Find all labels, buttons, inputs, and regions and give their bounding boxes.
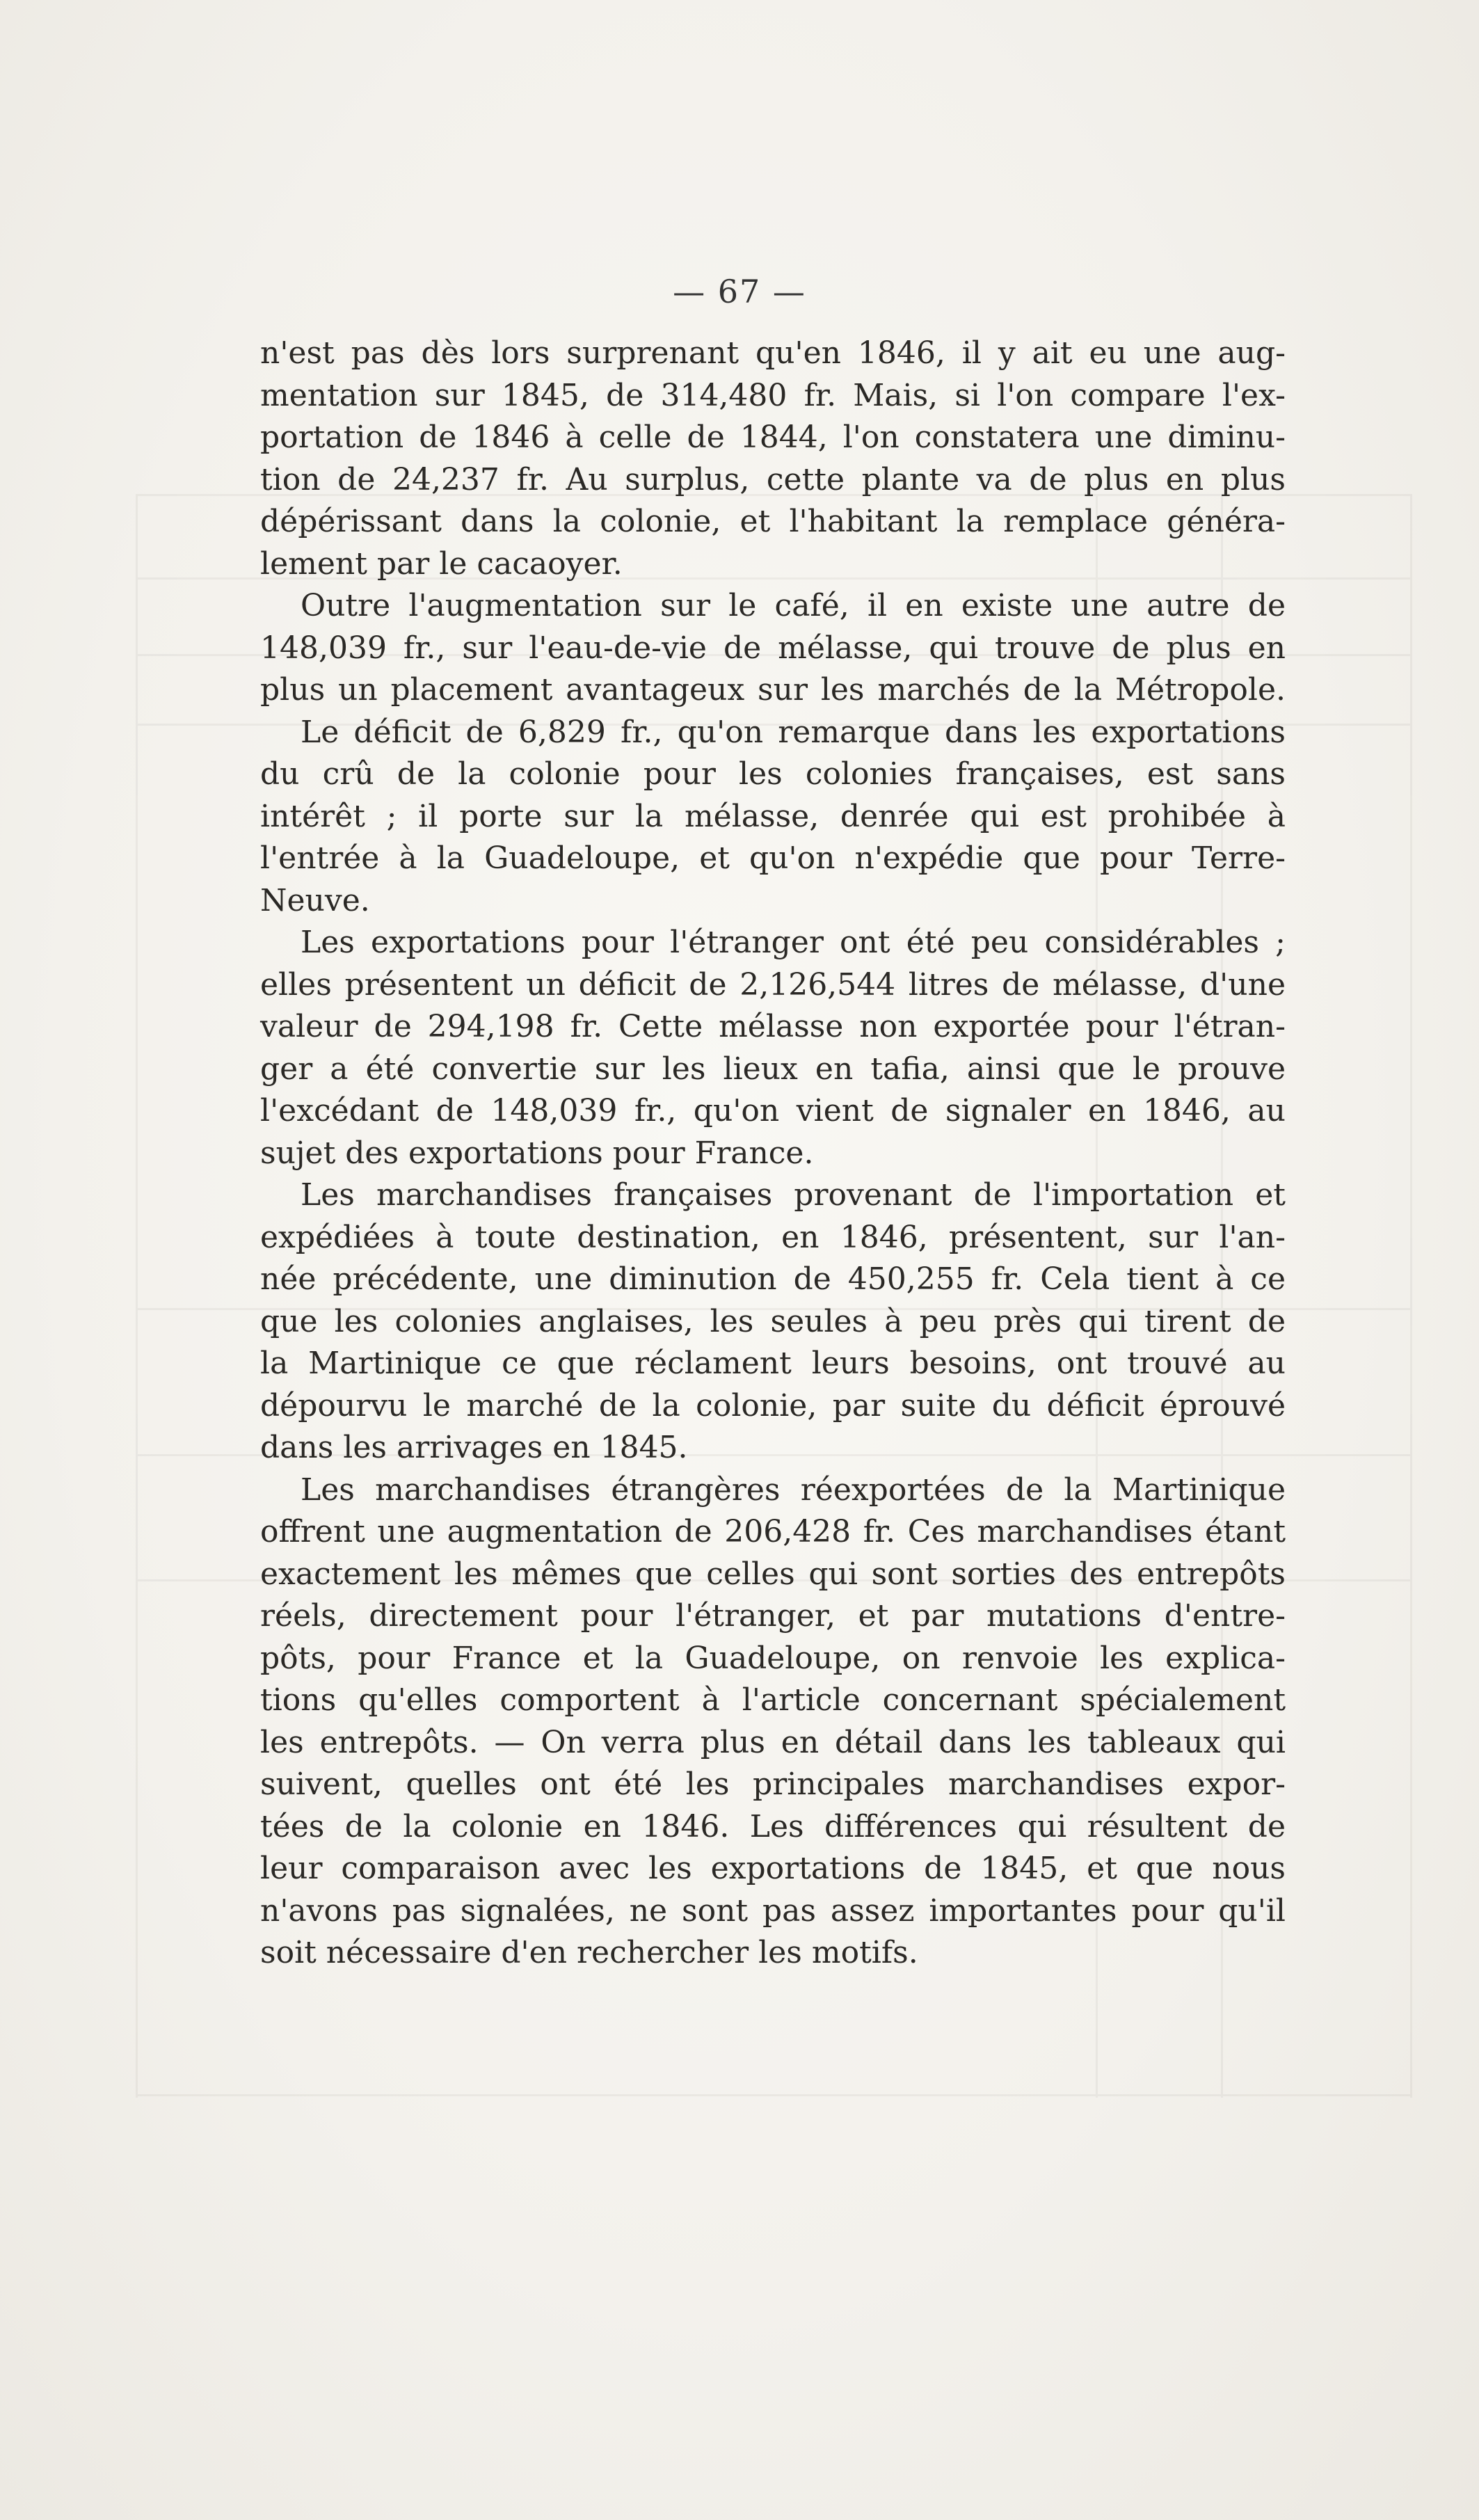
- text-line: mentation sur 1845, de 314,480 fr. Mais, si l'on compare l'ex-: [260, 377, 1286, 413]
- text-line: intérêt ; il porte sur la mélasse, denrée qui est prohibée à: [260, 798, 1286, 834]
- text-line: portation de 1846 à celle de 1844, l'on constatera une diminu-: [260, 420, 1286, 455]
- text-line: exactement les mêmes que celles qui sont sorties des entrepôts: [260, 1556, 1286, 1592]
- text-line: tions qu'elles comportent à l'article concernant spécialement: [260, 1682, 1286, 1718]
- text-line: du crû de la colonie pour les colonies françaises, est sans: [260, 756, 1286, 792]
- text-line: née précédente, une diminution de 450,255 fr. Cela tient à ce: [260, 1261, 1286, 1297]
- text-line: leur comparaison avec les exportations de 1845, et que nous: [260, 1851, 1286, 1886]
- paragraph-start: Le déficit de 6,829 fr., qu'on remarque dans les exportations: [301, 714, 1286, 750]
- paragraph-start: Les exportations pour l'étranger ont été peu considérables ;: [301, 925, 1286, 960]
- text-line: l'entrée à la Guadeloupe, et qu'on n'expédie que pour Terre-: [260, 840, 1286, 876]
- text-line: lement par le cacaoyer.: [260, 545, 623, 582]
- text-line: ger a été convertie sur les lieux en tafia, ainsi que le prouve: [260, 1051, 1286, 1087]
- text-line: suivent, quelles ont été les principales marchandises expor-: [260, 1767, 1286, 1802]
- text-line: que les colonies anglaises, les seules à peu près qui tirent de: [260, 1303, 1286, 1339]
- text-line: Neuve.: [260, 882, 370, 918]
- text-line: dépérissant dans la colonie, et l'habitant la remplace généra-: [260, 504, 1286, 539]
- text-line: tées de la colonie en 1846. Les différences qui résultent de: [260, 1808, 1286, 1844]
- paragraph-start: Outre l'augmentation sur le café, il en existe une autre de: [301, 588, 1286, 623]
- text-line: expédiées à toute destination, en 1846, présentent, sur l'an-: [260, 1219, 1286, 1255]
- paragraph-start: Les marchandises françaises provenant de l'importation et: [301, 1177, 1286, 1213]
- text-line: valeur de 294,198 fr. Cette mélasse non exportée pour l'étran-: [260, 1009, 1286, 1044]
- text-line: les entrepôts. — On verra plus en détail dans les tableaux qui: [260, 1724, 1286, 1760]
- body-text: [260, 333, 1286, 1975]
- text-line: offrent une augmentation de 206,428 fr. Ces marchandises étant: [260, 1514, 1286, 1549]
- text-line: la Martinique ce que réclament leurs besoins, ont trouvé au: [260, 1346, 1286, 1381]
- text-line: elles présentent un déficit de 2,126,544 litres de mélasse, d'une: [260, 966, 1286, 1003]
- text-line: réels, directement pour l'étranger, et par mutations d'entre-: [260, 1598, 1286, 1634]
- text-line: pôts, pour France et la Guadeloupe, on renvoie les explica-: [260, 1640, 1286, 1676]
- text-line: dépourvu le marché de la colonie, par suite du déficit éprouvé: [260, 1387, 1286, 1424]
- text-line: n'avons pas signalées, ne sont pas assez importantes pour qu'il: [260, 1892, 1286, 1929]
- text-line: soit nécessaire d'en rechercher les motifs.: [260, 1935, 918, 1970]
- text-line: tion de 24,237 fr. Au surplus, cette plante va de plus en plus: [260, 461, 1286, 497]
- paragraph-start: Les marchandises étrangères réexportées de la Martinique: [301, 1472, 1286, 1508]
- text-line: l'excédant de 148,039 fr., qu'on vient de signaler en 1846, au: [260, 1093, 1286, 1129]
- text-line: 148,039 fr., sur l'eau-de-vie de mélasse, qui trouve de plus en: [260, 630, 1286, 666]
- text-line: n'est pas dès lors surprenant qu'en 1846, il y ait eu une aug-: [260, 335, 1286, 371]
- page-number: — 67 —: [673, 273, 806, 310]
- text-line: plus un placement avantageux sur les marchés de la Métropole.: [260, 672, 1286, 708]
- text-line: dans les arrivages en 1845.: [260, 1430, 688, 1465]
- text-line: sujet des exportations pour France.: [260, 1135, 814, 1171]
